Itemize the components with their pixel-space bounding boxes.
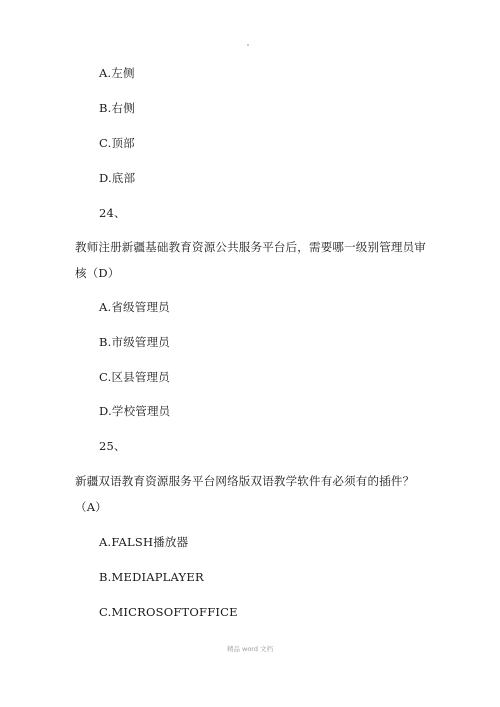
- q25-option-b: B.MEDIAPLAYER: [99, 570, 204, 584]
- q23-option-c: C.顶部: [99, 136, 135, 150]
- q24-option-b: B.市级管理员: [99, 335, 171, 349]
- q24-option-a: A.省级管理员: [99, 300, 170, 314]
- q24-number: 24、: [99, 206, 126, 220]
- q24-option-d: D.学校管理员: [99, 404, 171, 418]
- page-footer: 精品 word 文档: [226, 645, 274, 653]
- q23-option-a: A.左侧: [99, 66, 135, 80]
- q25-text-line1: 新疆双语教育资源服务平台网络版双语教学软件有必须有的插件？: [75, 474, 415, 488]
- q25-option-a: A.FALSH播放器: [99, 535, 189, 549]
- q24-text-line1: 教师注册新疆基础教育资源公共服务平台后，需要哪一级别管理员审: [75, 240, 426, 254]
- q25-number: 25、: [99, 439, 126, 453]
- page-top-mark: [247, 44, 249, 46]
- q24-option-c: C.区县管理员: [99, 370, 170, 384]
- q25-text-line2: （A）: [75, 500, 107, 514]
- q23-option-b: B.右侧: [99, 101, 135, 115]
- q23-option-d: D.底部: [99, 171, 136, 185]
- q25-option-c: C.MICROSOFTOFFICE: [99, 605, 238, 619]
- q24-text-line2: 核（D）: [75, 266, 120, 280]
